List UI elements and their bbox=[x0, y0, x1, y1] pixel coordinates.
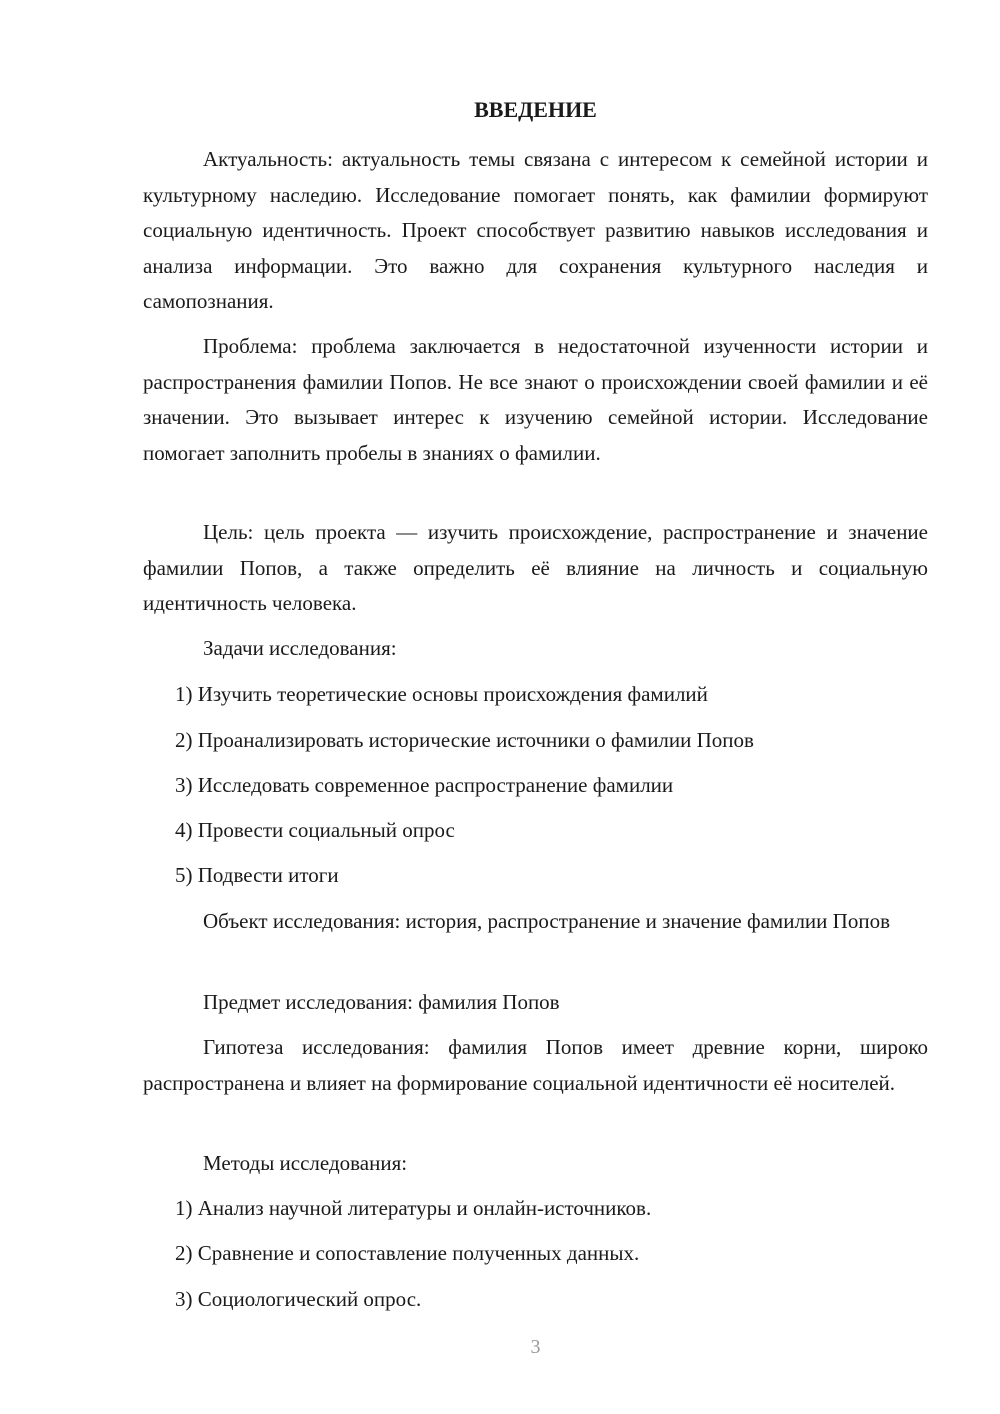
methods-heading: Методы исследования: bbox=[203, 1151, 408, 1175]
subject-line: Предмет исследования: фамилия Попов bbox=[203, 990, 560, 1014]
list-item: 3) Социологический опрос. bbox=[175, 1287, 422, 1311]
object-paragraph: Объект исследования: история, распространение и значение фамилии Попов bbox=[203, 909, 890, 933]
list-item: 1) Изучить теоретические основы происхождения фамилий bbox=[175, 682, 708, 706]
list-item: 2) Сравнение и сопоставление полученных данных. bbox=[175, 1241, 640, 1265]
goal-paragraph: Цель: цель проекта — изучить происхождение, распространение и значение фамилии Попов, а также определить её влияние на личность и социальную идентичность человека. bbox=[143, 520, 928, 615]
list-item: 3) Исследовать современное распространение фамилии bbox=[175, 773, 674, 797]
hypothesis-paragraph: Гипотеза исследования: фамилия Попов имеет древние корни, широко распространена и влияет на формирование социальной идентичности её носителей. bbox=[143, 1035, 928, 1095]
list-item: 5) Подвести итоги bbox=[175, 863, 339, 887]
problem-paragraph: Проблема: проблема заключается в недостаточной изученности истории и распространения фамилии Попов. Не все знают о происхождении своей фамилии и её значении. Это вызывает интерес к изучению семейной истории. Исследование помогает заполнить пробелы в знаниях о фамилии. bbox=[143, 334, 928, 465]
tasks-heading: Задачи исследования: bbox=[203, 636, 397, 660]
list-item: 4) Провести социальный опрос bbox=[175, 818, 455, 842]
page-number: 3 bbox=[530, 1336, 541, 1358]
page-title: ВВЕДЕНИЕ bbox=[474, 97, 597, 122]
relevance-paragraph: Актуальность: актуальность темы связана с интересом к семейной истории и культурному наследию. Исследование помогает понять, как фамилии формируют социальную идентичность. Проект способствует развитию навыков исследования и анализа информации. Это важно для сохранения культурного наследия и самопознания. bbox=[143, 147, 928, 313]
document-page bbox=[143, 0, 928, 1414]
list-item: 2) Проанализировать исторические источники о фамилии Попов bbox=[175, 728, 754, 752]
list-item: 1) Анализ научной литературы и онлайн-источников. bbox=[175, 1196, 652, 1220]
